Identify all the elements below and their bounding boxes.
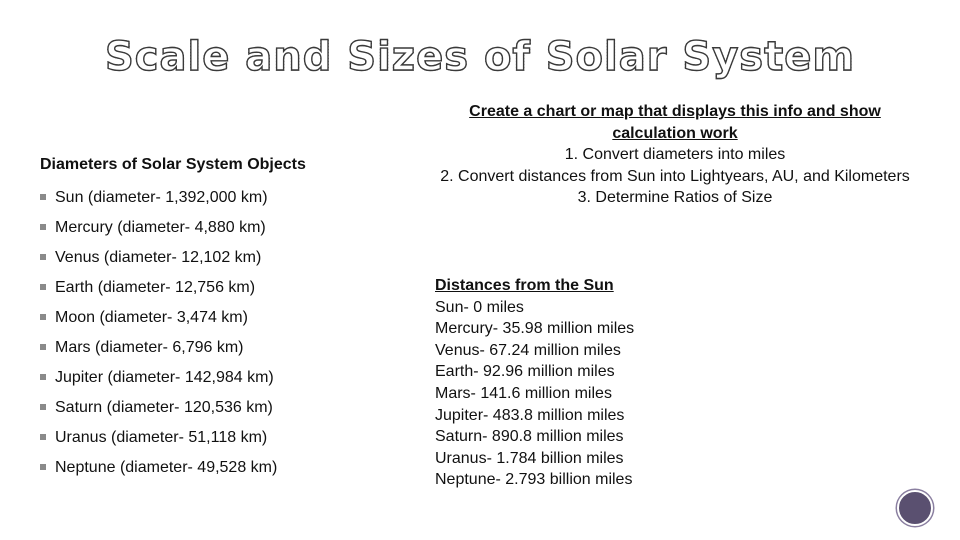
instruction-step: 1. Convert diameters into miles [564, 146, 786, 163]
list-item [40, 453, 277, 483]
list-item-text: Earth (diameter- 12,756 km) [55, 279, 256, 296]
list-item-text: Jupiter (diameter- 142,984 km) [55, 369, 274, 386]
list-item [40, 333, 277, 363]
bullet-icon [40, 374, 46, 380]
distance-item: Mercury- 35.98 million miles [435, 320, 635, 338]
bullet-icon [40, 284, 46, 290]
list-item [40, 423, 277, 453]
diameters-list [40, 183, 277, 483]
bullet-icon [40, 224, 46, 230]
bullet-icon [40, 434, 46, 440]
list-item [40, 183, 277, 213]
instructions-heading: Create a chart or map that displays this info and show calculation work [469, 103, 881, 142]
instructions-steps [435, 144, 915, 209]
distance-item: Earth- 92.96 million miles [435, 363, 615, 381]
bullet-icon [40, 194, 46, 200]
distance-item: Venus- 67.24 million miles [435, 341, 621, 359]
instructions-block [435, 101, 915, 209]
list-item [40, 243, 277, 273]
instruction-step: 2. Convert distances from Sun into Lightyears, AU, and Kilometers [440, 167, 910, 185]
list-item-text: Saturn (diameter- 120,536 km) [55, 399, 273, 416]
slide-nav-button[interactable] [897, 490, 933, 526]
list-item [40, 213, 277, 243]
bullet-icon [40, 314, 46, 320]
diameters-heading: Diameters of Solar System Objects [40, 156, 306, 173]
distance-item: Sun- 0 miles [435, 298, 524, 316]
slide-title: Scale and Sizes of Solar System [0, 34, 960, 80]
list-item-text: Moon (diameter- 3,474 km) [55, 309, 248, 326]
distance-item: Neptune- 2.793 billion miles [435, 471, 633, 489]
list-item [40, 393, 277, 423]
distances-heading: Distances from the Sun [435, 277, 614, 294]
list-item [40, 303, 277, 333]
distances-block [435, 275, 634, 491]
bullet-icon [40, 254, 46, 260]
list-item-text: Uranus (diameter- 51,118 km) [55, 429, 268, 446]
instruction-step: 3. Determine Ratios of Size [577, 189, 773, 206]
distance-item: Saturn- 890.8 million miles [435, 428, 624, 446]
bullet-icon [40, 404, 46, 410]
list-item-text: Mercury (diameter- 4,880 km) [55, 219, 266, 236]
list-item [40, 273, 277, 303]
distance-item: Mars- 141.6 million miles [435, 384, 612, 402]
list-item [40, 363, 277, 393]
list-item-text: Mars (diameter- 6,796 km) [55, 339, 244, 356]
bullet-icon [40, 344, 46, 350]
list-item-text: Neptune (diameter- 49,528 km) [55, 459, 278, 476]
bullet-icon [40, 464, 46, 470]
distance-item: Jupiter- 483.8 million miles [435, 406, 625, 424]
list-item-text: Venus (diameter- 12,102 km) [55, 249, 262, 266]
list-item-text: Sun (diameter- 1,392,000 km) [55, 189, 268, 206]
distance-item: Uranus- 1.784 billion miles [435, 449, 624, 467]
